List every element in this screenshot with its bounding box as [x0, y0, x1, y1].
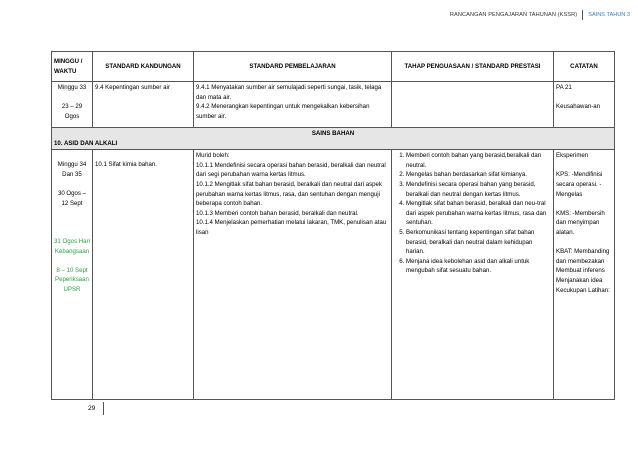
- section-topic-title: 10. ASID DAN ALKALI: [54, 139, 118, 147]
- notes-item: Eksperimen: [556, 152, 589, 160]
- footer-divider: [103, 402, 104, 415]
- table-header-row: [52, 52, 615, 82]
- performance-standard-cell: [392, 150, 554, 400]
- exam-note: 8 – 10 Sept Peperiksaan UPSR: [55, 266, 89, 293]
- week-dates: Dan 35: [62, 170, 82, 178]
- performance-level-item: 3. Mendefinisi secara operasi bahan yang berasid, beralkali dan neutral dengan kertas litmus.: [406, 180, 551, 199]
- content-standard-cell: 10.1 Sifat kimia bahan.: [93, 150, 194, 400]
- learning-standard-cell: [194, 82, 392, 128]
- week-cell: [52, 82, 93, 128]
- week-number: Minggu 34: [57, 161, 87, 169]
- notes-item: KPS: -Mendifinisi secara operasi. -Mengelas: [556, 171, 603, 198]
- performance-level-item: 2. Mengelas bahan berdasarkan sifat kimianya.: [406, 170, 551, 180]
- page-footer: [88, 402, 104, 415]
- header-divider: [582, 10, 583, 20]
- lesson-plan-table: [51, 51, 615, 400]
- content-standard-cell: 9.4 Kepentingan sumber air: [93, 82, 194, 128]
- performance-level-item: 5. Berkomunikasi tentang kepentingan sifat bahan berasid, beralkali dan neutral dalam kehidupan harian.: [406, 228, 551, 257]
- section-area-title: SAINS BAHAN: [311, 130, 355, 137]
- learning-standard-item: Murid boleh:: [196, 152, 230, 160]
- week-number: Minggu 33: [57, 84, 87, 91]
- table-row: [52, 82, 615, 128]
- col-header-week: MINGGU / WAKTU: [52, 52, 93, 82]
- learning-standard-item: 10.1.1 Mendefinisi secara operasi bahan berasid, beralkali dan neutral dari segi perubahan warna kertas litmus.: [196, 161, 386, 179]
- table-row: [52, 150, 615, 400]
- document-title: RANCANGAN PENGAJARAN TAHUNAN (KSSR): [449, 12, 578, 18]
- notes-cell: [554, 150, 615, 400]
- week-cell: [52, 150, 93, 400]
- performance-level-item: 6. Menjana idea kebolehan asid dan alkali untuk mengubah sifat sesuatu bahan.: [406, 257, 551, 276]
- learning-standard-item: 9.4.1 Menyatakan sumber air semulajadi seperti sungai, tasik, telaga dan mata air.: [196, 84, 382, 101]
- learning-standard-item: 10.1.2 Mengitlak sifat bahan berasid, beralkali dan neutral dari aspek perubahan warna kertas litmus, rasa, dan sentuhan dengan menguji beberapa contoh bahan.: [196, 180, 382, 208]
- notes-item: KMS: -Membersih dan menyimpan alatan.: [556, 209, 605, 236]
- holiday-note: 31 Ogos Hari Kebangsaan: [54, 237, 90, 255]
- col-header-notes: CATATAN: [554, 52, 615, 82]
- performance-level-item: 4. Mengitlak sifat bahan berasid, beralkali dan neu-tral dari aspek perubahan warna kertas litmus, rasa dan sentuhan.: [406, 199, 551, 228]
- performance-level-list: [394, 151, 551, 276]
- col-header-content-standard: STANDARD KANDUNGAN: [93, 52, 194, 82]
- learning-standard-item: 10.1.4 Menjelaskan pemerhatian melalui lakaran, TMK, penulisan atau lisan: [196, 219, 387, 236]
- section-row: [52, 128, 615, 150]
- subject-label: SAINS TAHUN 3: [588, 12, 630, 18]
- week-dates: 23 – 29 Ogos: [61, 103, 83, 120]
- week-dates: 30 Ogos – 12 Sept: [57, 189, 87, 207]
- page-number: 29: [88, 405, 96, 412]
- col-header-learning-standard: STANDARD PEMBELAJARAN: [194, 52, 392, 82]
- learning-standard-cell: [194, 150, 392, 400]
- learning-standard-item: 9.4.2 Menerangkan kepentingan untuk mengekalkan kebersihan sumber air.: [196, 103, 370, 120]
- notes-item: Keusahawan-an: [556, 103, 601, 111]
- running-header: [450, 10, 630, 20]
- performance-level-item: 1. Memberi contoh bahan yang berasid,beralkali dan neutral.: [406, 151, 551, 170]
- section-cell: [52, 128, 615, 150]
- notes-cell: [554, 82, 615, 128]
- learning-standard-item: 10.1.3 Memberi contoh bahan berasid, beralkali dan neutral.: [196, 209, 359, 217]
- performance-standard-cell: [392, 82, 554, 128]
- notes-item: KBAT: Membanding dan membezakan Membuat inferens Menjanakan idea Kecukupan Latihan:: [556, 248, 610, 294]
- notes-item: PA 21: [556, 84, 572, 91]
- col-header-performance-standard: TAHAP PENGUASAAN / STANDARD PRESTASI: [392, 52, 554, 82]
